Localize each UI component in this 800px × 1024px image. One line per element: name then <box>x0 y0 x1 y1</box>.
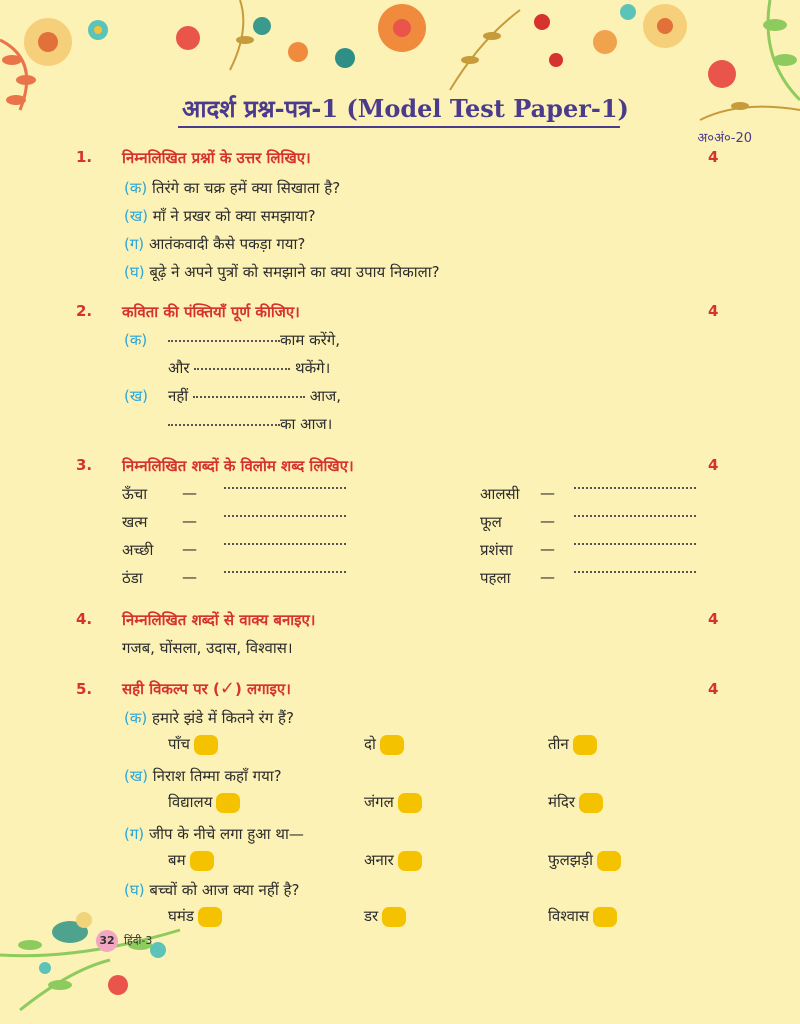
answer-blank <box>574 534 696 552</box>
question-number: 3. <box>76 456 93 474</box>
answer-blank <box>574 562 696 580</box>
answer-checkbox[interactable] <box>579 793 603 813</box>
question-text: कविता की पंक्तियाँ पूर्ण कीजिए। <box>122 303 300 321</box>
option[interactable]: फुलझड़ी <box>548 850 621 871</box>
poem-line: का आज। <box>168 414 332 434</box>
question-number: 1. <box>76 148 93 166</box>
question-number: 2. <box>76 302 93 320</box>
sub-question <box>124 766 282 786</box>
option[interactable]: बम <box>168 850 214 871</box>
answer-blank <box>224 534 346 552</box>
top-flowers <box>24 4 736 88</box>
dash: — <box>540 568 555 586</box>
antonym-word: आलसी <box>480 485 520 503</box>
option[interactable]: अनार <box>364 850 422 871</box>
sub-label: (ख) <box>124 207 148 225</box>
answer-blank <box>574 506 696 524</box>
poem-line: नहीं आज, <box>168 387 341 405</box>
question-marks: 4 <box>708 610 719 628</box>
answer-blank <box>224 562 346 580</box>
antonym-word: खत्म <box>122 513 148 531</box>
word-list: गजब, घोंसला, उदास, विश्वास। <box>122 639 293 657</box>
answer-checkbox[interactable] <box>597 851 621 871</box>
sub-text: बच्चों को आज क्या नहीं है? <box>149 881 300 899</box>
sub-question <box>124 824 304 844</box>
antonym-word: प्रशंसा <box>480 541 513 559</box>
dash: — <box>182 568 197 586</box>
poem-line: काम करेंगे, <box>168 330 340 350</box>
answer-checkbox[interactable] <box>382 907 406 927</box>
dash: — <box>540 512 555 530</box>
sub-text: बूढ़े ने अपने पुत्रों को समझाने का क्या उपाय निकाला? <box>149 263 440 281</box>
page-title: आदर्श प्रश्न-पत्र-1 (Model Test Paper-1) <box>182 94 629 123</box>
tick-icon: ✓ <box>219 678 235 699</box>
sub-text: जीप के नीचे लगा हुआ था— <box>148 825 304 843</box>
poem-line: और थकेंगे। <box>168 359 331 377</box>
sub-question <box>124 262 440 282</box>
option[interactable]: घमंड <box>168 906 222 927</box>
blank-dots <box>194 367 290 370</box>
dash: — <box>540 484 555 502</box>
option[interactable]: डर <box>364 906 406 927</box>
question-marks: 4 <box>708 148 719 166</box>
antonym-word: अच्छी <box>122 541 154 559</box>
question-marks: 4 <box>708 680 719 698</box>
question-number: 5. <box>76 680 93 698</box>
blank-dots <box>168 339 280 342</box>
sub-text: माँ ने प्रखर को क्या समझाया? <box>152 207 316 225</box>
question-number: 4. <box>76 610 93 628</box>
answer-checkbox[interactable] <box>593 907 617 927</box>
antonym-word: ऊँचा <box>122 485 148 503</box>
option[interactable]: दो <box>364 734 404 755</box>
answer-checkbox[interactable] <box>198 907 222 927</box>
dash: — <box>540 540 555 558</box>
answer-checkbox[interactable] <box>398 793 422 813</box>
sub-label: (घ) <box>124 881 145 899</box>
sub-question <box>124 234 305 254</box>
answer-checkbox[interactable] <box>398 851 422 871</box>
sub-label: (ग) <box>124 825 145 843</box>
answer-checkbox[interactable] <box>573 735 597 755</box>
sub-label: (ख) <box>124 767 148 785</box>
dash: — <box>182 540 197 558</box>
sub-label: (ग) <box>124 235 145 253</box>
sub-question <box>124 880 299 900</box>
blank-dots <box>168 423 280 426</box>
book-name: हिंदी-3 <box>124 934 153 947</box>
dash: — <box>182 512 197 530</box>
title-underline <box>178 126 620 128</box>
sub-text: आतंकवादी कैसे पकड़ा गया? <box>148 235 306 253</box>
page-number: 32 <box>96 930 118 952</box>
question-text: निम्नलिखित शब्दों से वाक्य बनाइए। <box>122 611 316 629</box>
answer-blank <box>224 478 346 496</box>
answer-checkbox[interactable] <box>190 851 214 871</box>
sub-question <box>124 708 294 728</box>
antonym-word: फूल <box>480 513 502 531</box>
option[interactable]: मंदिर <box>548 792 603 813</box>
answer-checkbox[interactable] <box>380 735 404 755</box>
paper-code: अ०अं०-20 <box>697 131 752 146</box>
question-marks: 4 <box>708 302 719 320</box>
answer-checkbox[interactable] <box>194 735 218 755</box>
sub-label: (घ) <box>124 263 145 281</box>
sub-text: हमारे झंडे में कितने रंग हैं? <box>152 709 294 727</box>
question-marks: 4 <box>708 456 719 474</box>
sub-question <box>124 178 340 198</box>
blank-dots <box>193 395 305 398</box>
option[interactable]: विद्यालय <box>168 792 240 813</box>
option[interactable]: पाँच <box>168 734 218 755</box>
option[interactable]: जंगल <box>364 792 422 813</box>
answer-blank <box>574 478 696 496</box>
antonym-word: पहला <box>480 569 511 587</box>
bottom-left-vine <box>0 912 180 1010</box>
answer-checkbox[interactable] <box>216 793 240 813</box>
sub-label: (क) <box>124 179 148 197</box>
sub-label: (ख) <box>124 387 148 405</box>
sub-question <box>124 206 316 226</box>
sub-text: निराश तिम्मा कहाँ गया? <box>152 767 282 785</box>
sub-label: (क) <box>124 331 148 349</box>
question-text: निम्नलिखित प्रश्नों के उत्तर लिखिए। <box>122 149 311 167</box>
question-text: सही विकल्प पर (✓) लगाइए। <box>122 678 291 699</box>
option[interactable]: तीन <box>548 734 597 755</box>
question-text: निम्नलिखित शब्दों के विलोम शब्द लिखिए। <box>122 457 354 475</box>
sub-label: (क) <box>124 709 148 727</box>
answer-blank <box>224 506 346 524</box>
option[interactable]: विश्वास <box>548 906 617 927</box>
antonym-word: ठंडा <box>122 569 143 587</box>
page-footer <box>96 930 152 952</box>
sub-text: तिरंगे का चक्र हमें क्या सिखाता है? <box>152 179 341 197</box>
dash: — <box>182 484 197 502</box>
